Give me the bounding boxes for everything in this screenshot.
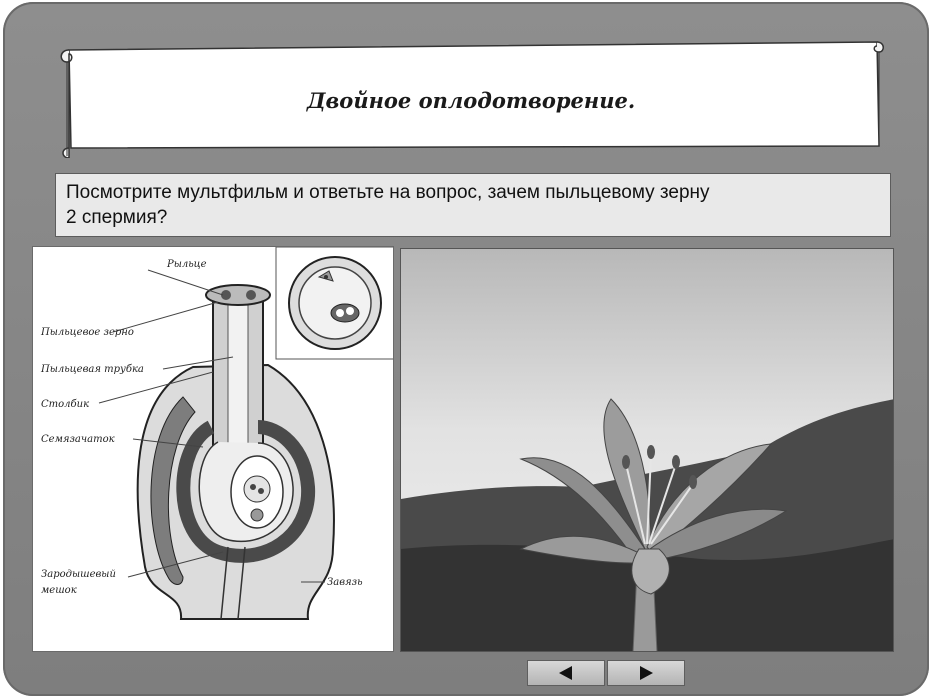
flower-video-frame[interactable] — [400, 248, 894, 652]
label-embryo-sac-2: мешок — [41, 585, 77, 596]
label-stigma: Рыльце — [167, 259, 207, 270]
question-line-2: 2 спермия? — [66, 207, 168, 228]
triangle-right-icon — [636, 665, 656, 681]
label-style: Столбик — [41, 399, 90, 410]
label-embryo-sac-1: Зародышевый — [41, 569, 116, 580]
title-banner — [57, 38, 885, 158]
flower-image — [401, 249, 894, 652]
pistil-drawing — [33, 247, 394, 652]
question-line-1: Посмотрите мультфильм и ответьте на вопрос, зачем пыльцевому зерну — [66, 182, 710, 203]
next-slide-button[interactable] — [607, 660, 685, 686]
previous-slide-button[interactable] — [527, 660, 605, 686]
label-ovary: Завязь — [327, 577, 363, 588]
label-ovule: Семязачаток — [41, 434, 115, 445]
question-box — [55, 173, 891, 237]
pistil-diagram — [32, 246, 394, 652]
triangle-left-icon — [556, 665, 576, 681]
slide-title: Двойное оплодотворение. — [306, 88, 636, 113]
label-pollen-grain: Пыльцевое зерно — [41, 327, 134, 338]
label-pollen-tube: Пыльцевая трубка — [41, 364, 144, 375]
